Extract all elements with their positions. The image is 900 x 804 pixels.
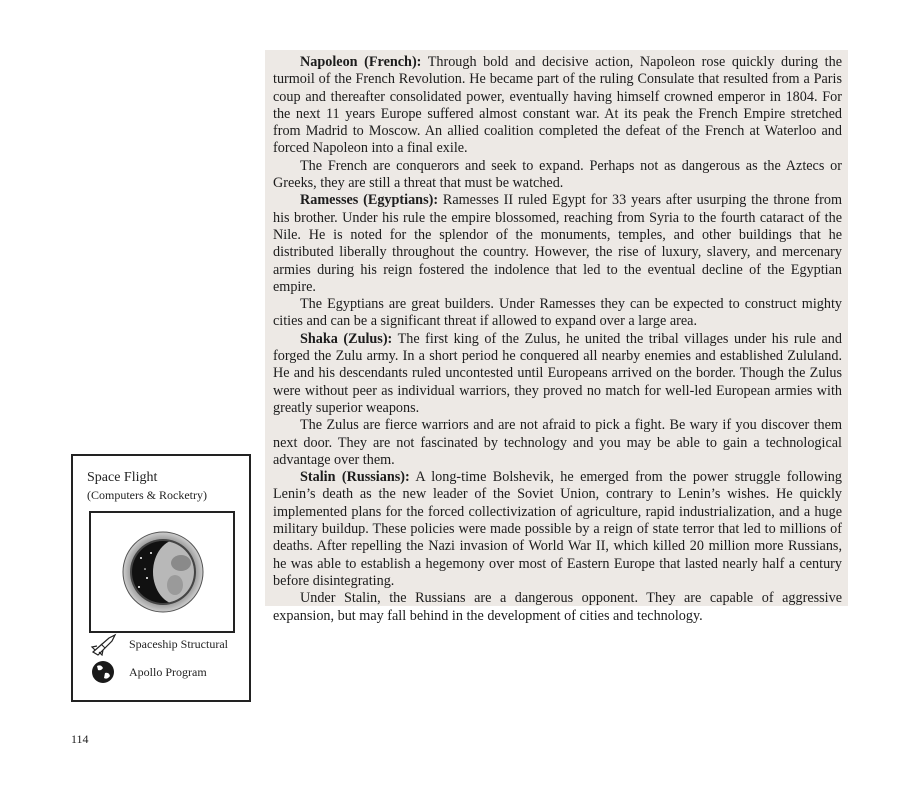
tech-item-label: Apollo Program <box>129 664 207 679</box>
entry-body: The first king of the Zulus, he united the tribal villages under his rule and forged the Zulu army. In a short period he conquered all nearby enemies and established Zululand. He and his descendants ruled uncontested until Europeans arrived on the border. Though the Zulus were without peer as individual warriors, they proved no match for well-led European armies with greatly superior weapons. <box>273 330 842 416</box>
entry-heading: Ramesses (Egyptians): <box>300 192 439 209</box>
entry-ramesses <box>273 192 842 296</box>
entry-note: Under Stalin, the Russians are a dangerous opponent. They are capable of aggressive expansion, but may fall behind in the development of cities and technology. <box>273 590 842 624</box>
entry-stalin <box>273 469 842 590</box>
entry-note: The French are conquerors and seek to expand. Perhaps not as dangerous as the Aztecs or Greeks, they are still a threat that must be watched. <box>273 157 842 192</box>
entry-body: A long-time Bolshevik, he emerged from the power struggle following Lenin’s death as the new leader of the Soviet Union, contrary to Lenin’s wishes. He quickly implemented plans for the forced collectivization of agriculture, rapid industrialization, and a huge military buildup. These policies were made possible by a reign of state terror that led to millions of deaths. After repelling the Nazi invasion of World War II, which killed 20 million more Russians, he was able to establish a hegemony over most of Eastern Europe that lasted nearly half a century before disintegrating. <box>273 469 842 589</box>
tech-item-label: Spaceship Structural <box>129 636 228 651</box>
entry-note: The Zulus are fierce warriors and are not afraid to pick a fight. Be wary if you discover them next door. They are not fascinated by technology and you may be able to gain a technological advantage over them. <box>273 417 842 468</box>
leader-descriptions <box>265 50 848 624</box>
entry-shaka <box>273 331 842 417</box>
entry-napoleon <box>273 54 842 158</box>
tech-subtitle: (Computers & Rocketry) <box>87 488 207 502</box>
tech-item-spaceship-structural <box>89 632 228 656</box>
page-number: 114 <box>71 732 89 746</box>
entry-note: The Egyptians are great builders. Under Ramesses they can be expected to construct mighty cities and can be a significant threat if allowed to expand over a large area. <box>273 296 842 330</box>
entry-body: Ramesses II ruled Egypt for 33 years after usurping the throne from his brother. Under his rule the empire blossomed, reaching from Syria to the fourth cataract of the Nile. He is noted for the splendor of the monuments, temples, and other buildings that he distributed liberally throughout the country. However, the rise of luxury, slavery, and mercenary armies during his reign fostered the indolence that led to the eventual decline of the Egyptian empire. <box>273 192 843 295</box>
tech-sidebar <box>71 454 251 702</box>
tech-item-apollo-program <box>89 660 207 684</box>
tech-image-frame <box>89 511 235 633</box>
tech-title: Space Flight <box>87 470 158 485</box>
entry-heading: Stalin (Russians): <box>300 469 410 486</box>
entry-body: Through bold and decisive action, Napoleon rose quickly during the turmoil of the French Revolution. He became part of the ruling Consulate that resulted from a Paris coup and thereafter consolidated power, eventually having himself crowned emperor in 1804. For the next 11 years Europe suffered almost constant war. At its peak the French Empire stretched from Madrid to Moscow. An allied coalition completed the defeat of the French at Waterloo and forced Napoleon into a final exile. <box>273 54 842 157</box>
rocket-icon <box>89 632 119 656</box>
entry-heading: Napoleon (French): <box>300 54 422 70</box>
globe-icon <box>89 660 119 684</box>
entry-heading: Shaka (Zulus): <box>300 330 393 347</box>
space-flight-globe-icon <box>121 523 205 621</box>
